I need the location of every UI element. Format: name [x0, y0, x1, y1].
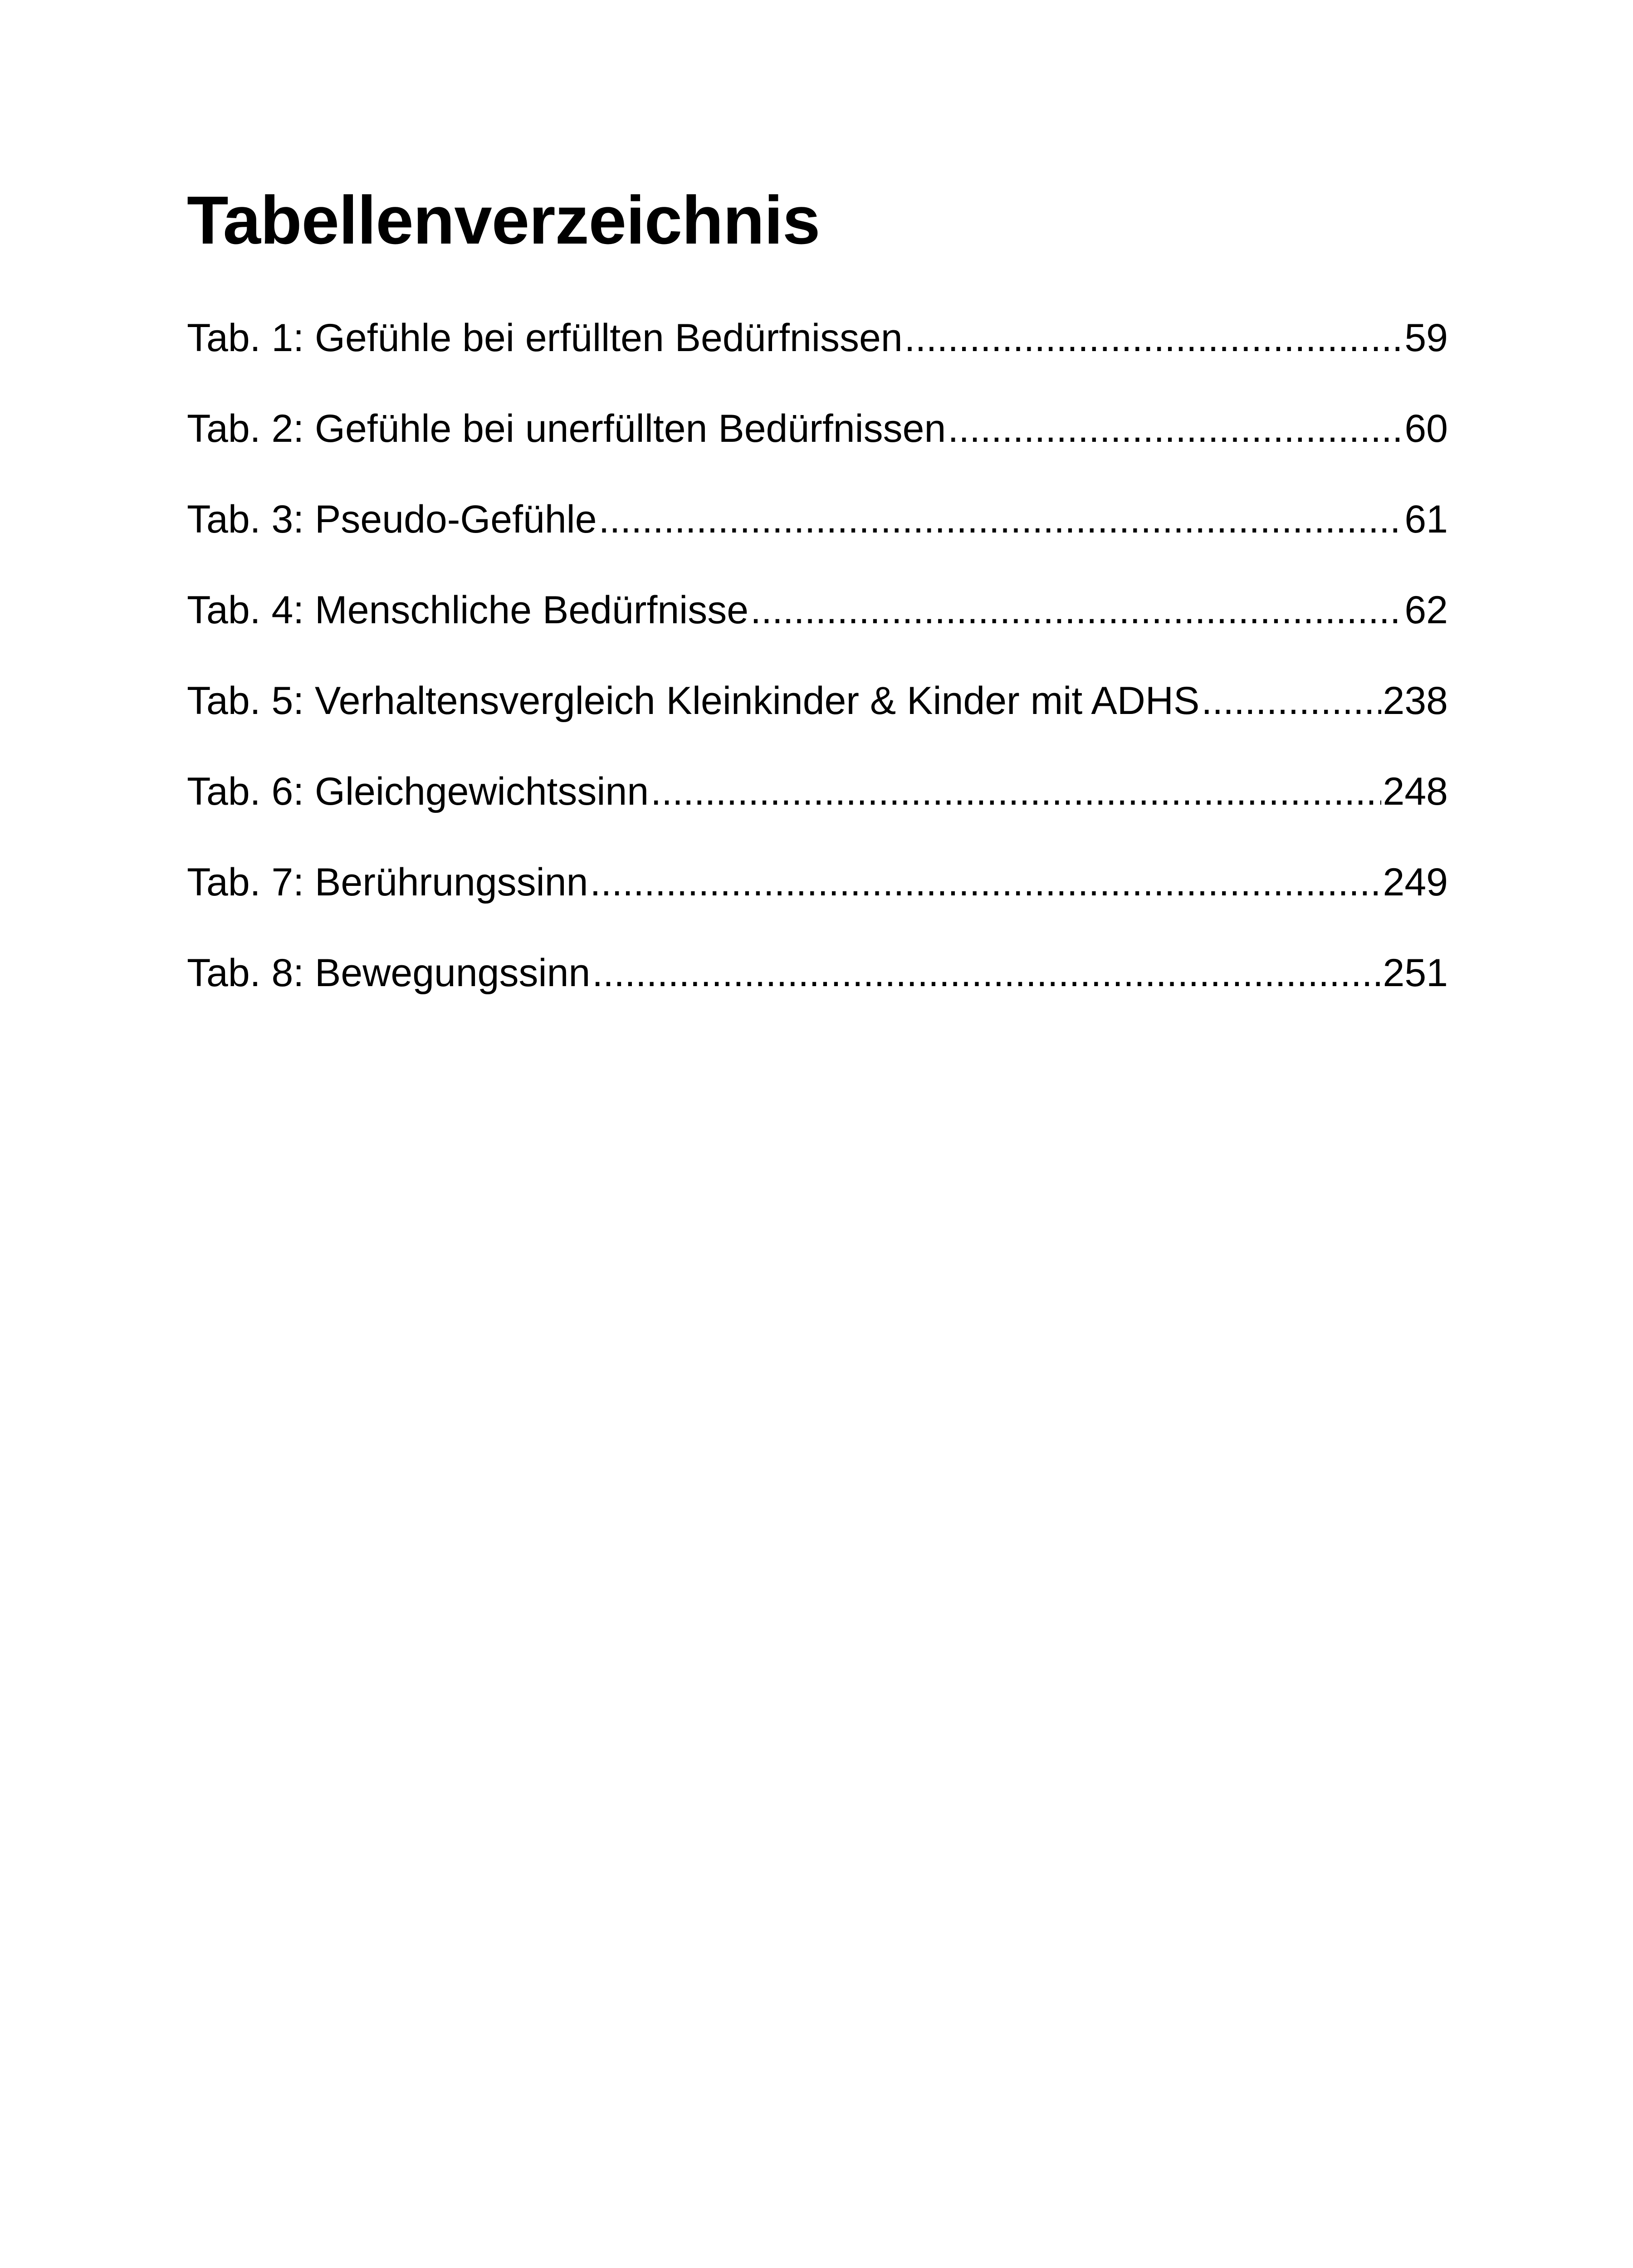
- dot-leader: [590, 853, 1381, 912]
- table-entry-page: 251: [1383, 951, 1448, 995]
- content-area: [187, 172, 1448, 995]
- table-entry-label: Tab. 1: Gefühle bei erfüllten Bedürfnissen: [187, 316, 903, 360]
- table-entry-label: Tab. 8: Bewegungssinn: [187, 951, 591, 995]
- dot-leader: [750, 581, 1403, 640]
- table-entry-page: 61: [1404, 498, 1448, 541]
- table-entry-label: Tab. 2: Gefühle bei unerfüllten Bedürfnissen: [187, 407, 946, 450]
- table-entry-page: 248: [1383, 770, 1448, 813]
- dot-leader: [592, 943, 1381, 1002]
- table-entry-label: Tab. 7: Berührungssinn: [187, 860, 588, 904]
- table-entry-page: 60: [1404, 407, 1448, 450]
- table-entry: [187, 581, 1448, 671]
- table-entry-label: Tab. 3: Pseudo-Gefühle: [187, 498, 597, 541]
- page-title: Tabellenverzeichnis: [187, 182, 820, 258]
- table-list: [187, 308, 1448, 1034]
- table-entry-page: 59: [1404, 316, 1448, 360]
- table-entry: [187, 853, 1448, 943]
- table-entry-page: 249: [1383, 860, 1448, 904]
- dot-leader: [650, 762, 1381, 821]
- dot-leader: [599, 490, 1403, 549]
- table-entry-label: Tab. 4: Menschliche Bedürfnisse: [187, 588, 749, 632]
- table-entry: [187, 308, 1448, 399]
- table-entry: [187, 943, 1448, 1034]
- table-entry: [187, 762, 1448, 853]
- dot-leader: [1201, 671, 1381, 730]
- dot-leader: [905, 308, 1403, 367]
- table-entry: [187, 399, 1448, 490]
- table-entry-page: 238: [1383, 679, 1448, 723]
- table-entry-label: Tab. 5: Verhaltensvergleich Kleinkinder & Kinder mit ADHS: [187, 679, 1200, 723]
- table-entry-label: Tab. 6: Gleichgewichtssinn: [187, 770, 649, 813]
- dot-leader: [948, 399, 1403, 458]
- table-entry-page: 62: [1404, 588, 1448, 632]
- table-entry: [187, 671, 1448, 762]
- table-entry: [187, 490, 1448, 581]
